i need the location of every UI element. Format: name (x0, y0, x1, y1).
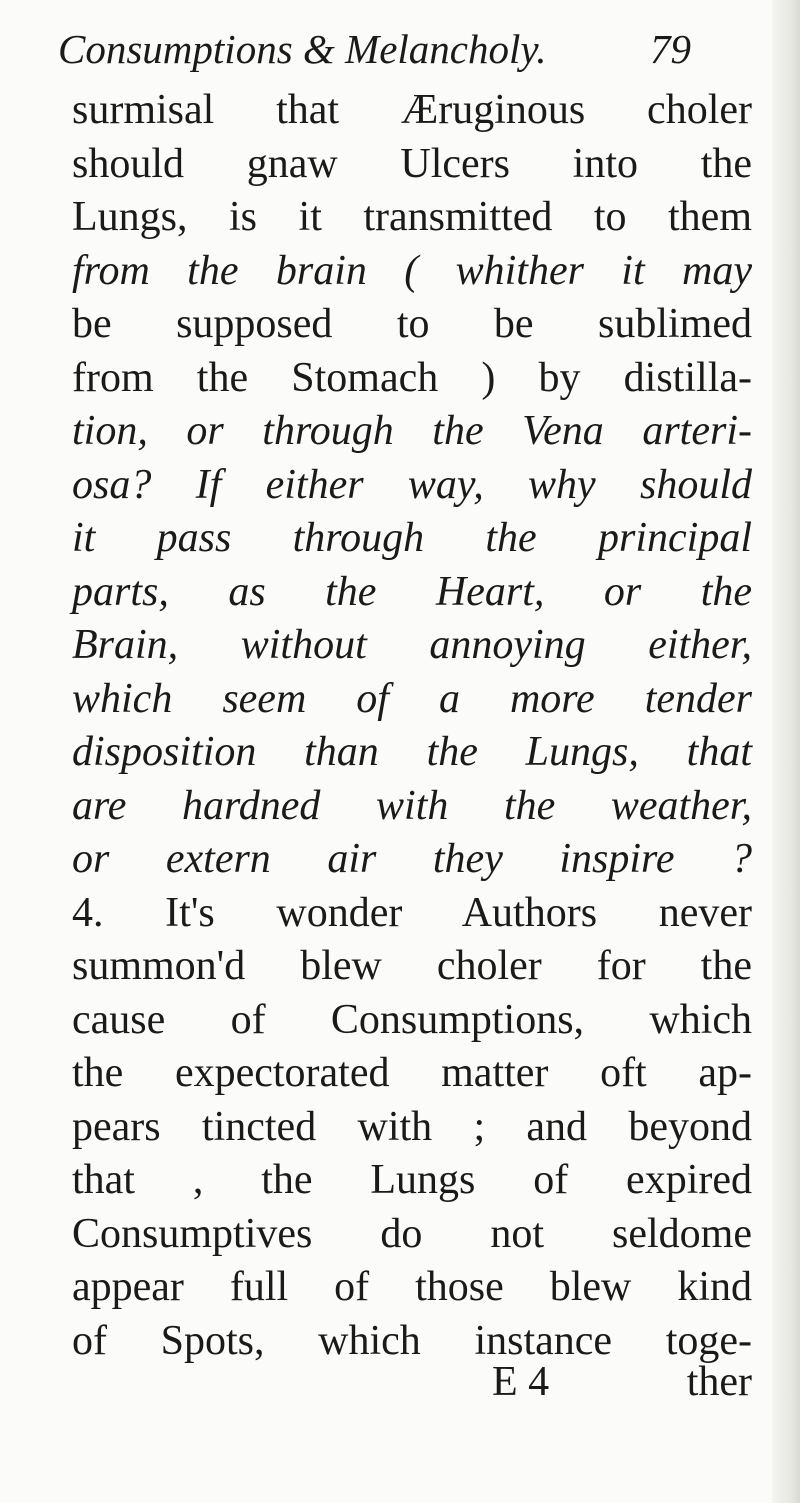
text-line: or extern air they inspire ? (72, 836, 752, 882)
text-line: 4. It's wonder Authors never (72, 889, 752, 936)
text-line: it pass through the principal (72, 515, 752, 561)
text-line: pears tincted with ; and beyond (72, 1103, 752, 1150)
text-line: tion, or through the Vena arteri- (72, 408, 752, 454)
text-line: parts, as the Heart, or the (72, 568, 752, 615)
catchword: ther (686, 1359, 752, 1405)
text-line: Consumptives do not seldome (72, 1210, 752, 1257)
text-line: summon'd blew choler for the (72, 943, 752, 989)
text-line: cause of Consumptions, which (72, 996, 752, 1043)
text-line: Lungs, is it transmitted to them (72, 194, 752, 240)
scan-edge-shadow (772, 0, 800, 1503)
text-line: the expectorated matter oft ap- (72, 1050, 752, 1096)
text-line: be supposed to be sublimed (72, 301, 752, 347)
catchline (72, 1352, 752, 1412)
text-line: appear full of those blew kind (72, 1264, 752, 1310)
text-line: disposition than the Lungs, that (72, 729, 752, 775)
text-line: Brain, without annoying either, (72, 622, 752, 668)
text-line: osa? If either way, why should (72, 461, 752, 508)
body-text (72, 84, 752, 1368)
text-line: from the brain ( whither it may (72, 247, 752, 294)
text-line: are hardned with the weather, (72, 782, 752, 829)
page-number: 79 (650, 26, 691, 72)
text-line: that , the Lungs of expired (72, 1157, 752, 1203)
text-line: of Spots, which instance toge- (72, 1317, 752, 1364)
text-line: which seem of a more tender (72, 675, 752, 722)
text-line: surmisal that Æruginous choler (72, 87, 752, 133)
running-title: Consumptions & Melancholy. (58, 26, 547, 72)
signature-mark: E 4 (492, 1359, 550, 1405)
text-line: should gnaw Ulcers into the (72, 140, 752, 187)
text-line: from the Stomach ) by distilla- (72, 354, 752, 401)
